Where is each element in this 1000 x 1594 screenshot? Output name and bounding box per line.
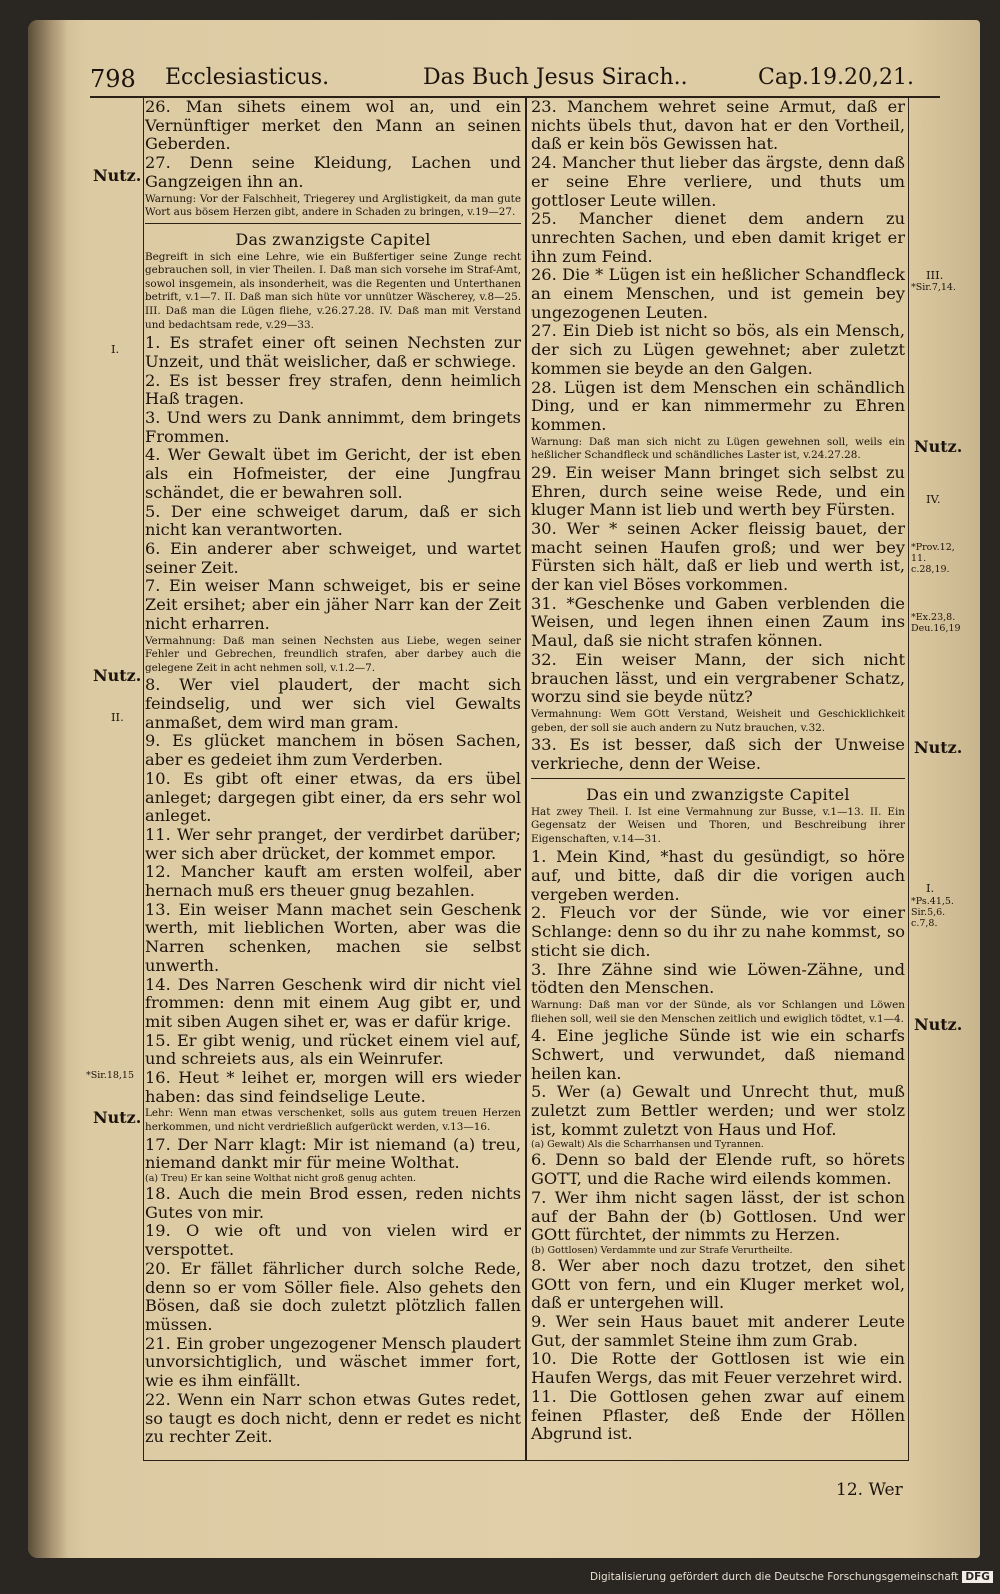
verse: 14. Des Narren Geschenk wird dir nicht viel frommen: denn mit einem Aug gibt er, und mit siben Augen sihet er, was er dafür krige.: [145, 974, 521, 1031]
digitization-credit: [590, 1571, 993, 1583]
verse: 30. Wer * seinen Acker fleissig bauet, der macht seinen Haufen groß; und wer bey Fürsten sich hält, daß er lieb und werth ist, der kan viel Böses vorkommen.: [531, 518, 905, 595]
verse: 12. Mancher kauft am ersten wolfeil, aber hernach muß ers theuer gnug bezahlen.: [145, 862, 521, 901]
book-page: [28, 20, 980, 1558]
warning-note: Warnung: Daß man sich nicht zu Lügen gewehnen soll, weils ein heßlicher Schandfleck und schändliches Laster ist, v.24.27.28.: [531, 435, 905, 462]
verse: 15. Er gibt wenig, und rücket einem viel auf, und schreiets aus, als ein Weinrufer.: [145, 1030, 521, 1069]
running-title-left: Ecclesiasticus.: [165, 65, 330, 90]
verse: 4. Eine jegliche Sünde ist wie ein scharfs Schwert, und verwundet, daß niemand heilen kan.: [531, 1026, 905, 1083]
verse: 20. Er fället fährlicher durch solche Rede, denn so er vom Söller fiele. Also gehets den Bösen, daß sie doch zuletzt plötzlich fallen müssen.: [145, 1258, 521, 1334]
margin-nutz-label: Nutz.: [93, 666, 142, 685]
verse: 27. Denn seine Kleidung, Lachen und Gangzeigen ihn an.: [145, 153, 521, 191]
section-rule: [145, 223, 521, 224]
credit-text: Digitalisierung gefördert durch die Deutsche Forschungsgemeinschaft: [590, 1571, 959, 1583]
verse: 11. Die Gottlosen gehen zwar auf einem feinen Pflaster, deß Ende der Höllen Abgrund ist.: [531, 1386, 905, 1444]
verse: 7. Wer ihm nicht sagen lässt, der ist schon auf der Bahn der (b) Gottlosen. Und wer GOtt fürchtet, der nimmts zu Herzen.: [531, 1187, 905, 1245]
page-number: 798: [90, 65, 136, 93]
verse: 33. Es ist besser, daß sich der Unweise verkrieche, denn der Weise.: [531, 735, 905, 773]
admonition-note: Vermahnung: Wem GOtt Verstand, Weisheit und Geschicklichkeit geben, der soll sie auch andern zu Nutz brauchen, v.32.: [531, 707, 905, 734]
verse: 28. Lügen ist dem Menschen ein schändlich Ding, und er kan nimmermehr zu Ehren kommen.: [531, 377, 905, 434]
margin-cross-reference: *Prov.12, 11. c.28,19.: [911, 542, 955, 575]
margin-nutz-label: Nutz.: [93, 166, 142, 185]
margin-section-numeral: IV.: [926, 492, 941, 506]
chapter-summary: Hat zwey Theil. I. Ist eine Vermahnung zur Busse, v.1—13. II. Ein Gegensatz der Weisen und Thoren, und Beschreibung ihrer Eigenschaften, v.14—31.: [531, 805, 905, 845]
margin-nutz-label: Nutz.: [914, 1015, 963, 1034]
verse: 4. Wer Gewalt übet im Gericht, der ist eben als ein Hofmeister, der eine Jungfrau schändet, die er bewahren soll.: [145, 445, 521, 502]
chapter-title: Das zwanzigste Capitel: [235, 229, 431, 249]
verse: 9. Wer sein Haus bauet mit anderer Leute Gut, der sammlet Steine ihm zum Grab.: [531, 1312, 905, 1350]
verse: 2. Fleuch vor der Sünde, wie vor einer Schlange: denn so du ihr zu nahe kommst, so sticht sie dich.: [531, 903, 905, 960]
verse: 1. Mein Kind, *hast du gesündigt, so höre auf, und bitte, daß dir die vorigen auch vergeben werden.: [531, 847, 905, 904]
verse: 3. Ihre Zähne sind wie Löwen-Zähne, und tödten den Menschen.: [531, 959, 905, 998]
footnote: (a) Gewalt) Als die Scharrhansen und Tyrannen.: [531, 1139, 764, 1151]
footnote: (b) Gottlosen) Verdammte und zur Strafe Verurtheilte.: [531, 1244, 793, 1256]
margin-cross-reference: *Sir.7,14.: [911, 282, 956, 293]
verse: 32. Ein weiser Mann, der sich nicht brauchen lässt, und ein vergrabener Schatz, worzu sind sie beyde nütz?: [531, 649, 905, 707]
verse: 16. Heut * leihet er, morgen will ers wieder haben: das sind feindselige Leute.: [145, 1068, 521, 1106]
verse: 5. Wer (a) Gewalt und Unrecht thut, muß zuletzt zum Bettler werden; und wer stolz ist, kommt zuletzt von Haus und Hof.: [531, 1082, 905, 1139]
margin-cross-reference: *Ps.41,5. Sir.5,6. c.7,8.: [911, 896, 954, 929]
dfg-logo: DFG: [962, 1571, 993, 1583]
running-title-right: Cap.19.20,21.: [758, 65, 914, 90]
margin-section-numeral: III.: [926, 268, 944, 282]
verse: 31. *Geschenke und Gaben verblenden die Weisen, und legen ihnen einen Zaum ins Maul, daß sie nicht strafen können.: [531, 593, 905, 651]
margin-nutz-label: Nutz.: [914, 437, 963, 456]
verse: 3. Und wers zu Dank annimmt, dem bringets Frommen.: [145, 408, 521, 446]
margin-section-numeral: I.: [926, 881, 935, 895]
lesson-note: Lehr: Wenn man etwas verschenket, solls aus gutem treuen Herzen herkommen, und nicht verdrießlich aufgerückt werden, v.13—16.: [145, 1107, 521, 1134]
right-margin-rule: [908, 98, 909, 1460]
left-column: [145, 98, 521, 1447]
verse: 29. Ein weiser Mann bringet sich selbst zu Ehren, durch seine weise Rede, und ein kluger Mann ist lieb und werth bey Fürsten.: [531, 462, 905, 520]
verse: 17. Der Narr klagt: Mir ist niemand (a) treu, niemand dankt mir für meine Wolthat.: [145, 1134, 521, 1173]
right-column: [531, 98, 905, 1444]
left-margin-rule: [143, 98, 144, 1460]
verse: 6. Ein anderer aber schweiget, und wartet seiner Zeit.: [145, 539, 521, 577]
verse: 18. Auch die mein Brod essen, reden nichts Gutes von mir.: [145, 1184, 521, 1222]
verse: 6. Denn so bald der Elende ruft, so hörets GOTT, und die Rache wird eilends kommen.: [531, 1150, 905, 1189]
verse: 25. Mancher dienet dem andern zu unrechten Sachen, und eben damit kriget er ihn zum Feind.: [531, 209, 905, 266]
verse: 26. Die * Lügen ist ein heßlicher Schandfleck an einem Menschen, und ist gemein bey ungezogenen Leuten.: [531, 265, 905, 322]
verse: 13. Ein weiser Mann machet sein Geschenk werth, mit lieblichen Worten, aber was die Narren schenken, machen sie selbst unwerth.: [145, 899, 521, 975]
warning-note: Warnung: Vor der Falschheit, Triegerey und Arglistigkeit, da man gute Wort aus bösem Herzen gibt, andere in Schaden zu bringen, v.19—27.: [145, 192, 521, 219]
column-rule: [525, 98, 527, 1460]
verse: 24. Mancher thut lieber das ärgste, denn daß er seine Ehre verliere, und thuts um gottloser Leute willen.: [531, 153, 905, 210]
margin-cross-reference: *Sir.18,15: [86, 1070, 135, 1081]
margin-section-numeral: I.: [111, 342, 120, 356]
admonition-note: Vermahnung: Daß man seinen Nechsten aus Liebe, wegen seiner Fehler und Gebrechen, freundlich strafen, aber darbey auch die gelegene Zeit in acht nehmen soll, v.1.2—7.: [145, 634, 521, 674]
catchword: 12. Wer: [836, 1480, 903, 1500]
verse: 10. Die Rotte der Gottlosen ist wie ein Haufen Wergs, das mit Feuer verzehret wird.: [531, 1349, 905, 1388]
chapter-summary: Begreift in sich eine Lehre, wie ein Bußfertiger seine Zunge recht gebrauchen soll, in vier Theilen. I. Daß man sich vorsehe im Straf-Amt, sowol insgemein, als insonderheit, was die Regenten und Unterthanen betrift, v.1—7. II. Daß man sich hüte vor unnützer Wäscherey, v.8—25. III. Daß man die Lügen fliehe, v.26.27.28. IV. Daß man mit Verstand und bedachtsam rede, v.29—33.: [145, 250, 521, 331]
verse: 22. Wenn ein Narr schon etwas Gutes redet, so taugt es doch nicht, denn er redet es nicht zu rechter Zeit.: [145, 1389, 521, 1447]
warning-note: Warnung: Daß man vor der Sünde, als vor Schlangen und Löwen fliehen soll, weil sie den Menschen zeitlich und ewiglich tödtet, v.1—4.: [531, 998, 905, 1025]
page-gutter: [28, 20, 68, 1558]
chapter-title: Das ein und zwanzigste Capitel: [586, 784, 850, 804]
verse: 21. Ein grober ungezogener Mensch plaudert unvorsichtiglich, und wäschet immer fort, wie es ihm einfällt.: [145, 1333, 521, 1391]
verse: 8. Wer viel plaudert, der macht sich feindselig, und wer sich viel Gewalts anmaßet, dem wird man gram.: [145, 675, 521, 732]
margin-cross-reference: *Ex.23,8. Deu.16,19: [911, 612, 961, 634]
bottom-rule: [143, 1460, 909, 1461]
running-title-center: Das Buch Jesus Sirach..: [423, 65, 688, 90]
margin-nutz-label: Nutz.: [914, 738, 963, 757]
verse: 10. Es gibt oft einer etwas, da ers übel anleget; dargegen gibt einer, da ers sehr wol anleget.: [145, 768, 521, 826]
verse: 1. Es strafet einer oft seinen Nechsten zur Unzeit, und thät weislicher, daß er schwiege.: [145, 333, 521, 371]
verse: 7. Ein weiser Mann schweiget, bis er seine Zeit ersihet; aber ein jäher Narr kan der Zeit nicht erharren.: [145, 576, 521, 633]
verse: 27. Ein Dieb ist nicht so bös, als ein Mensch, der sich zu Lügen gewehnet; aber zuletzt kommen sie beyde an den Galgen.: [531, 321, 905, 378]
verse: 11. Wer sehr pranget, der verdirbet darüber; wer sich aber drücket, der kommet empor.: [145, 824, 521, 863]
verse: 23. Manchem wehret seine Armut, daß er nichts übels thut, davon hat er den Vortheil, daß er kein bös Gewissen hat.: [531, 97, 905, 154]
verse: 26. Man sihets einem wol an, und ein Vernünftiger merket den Mann an seinen Geberden.: [145, 97, 521, 154]
verse: 19. O wie oft und von vielen wird er verspottet.: [145, 1221, 521, 1260]
margin-nutz-label: Nutz.: [93, 1108, 142, 1127]
verse: 5. Der eine schweiget darum, daß er sich nicht kan verantworten.: [145, 501, 521, 540]
margin-section-numeral: II.: [111, 710, 124, 724]
verse: 9. Es glücket manchem in bösen Sachen, aber es gedeiet ihm zum Verderben.: [145, 731, 521, 770]
verse: 8. Wer aber noch dazu trotzet, den sihet GOtt von fern, und ein Kluger merket wol, daß er untergehen will.: [531, 1255, 905, 1313]
footnote: (a) Treu) Er kan seine Wolthat nicht groß genug achten.: [145, 1173, 416, 1185]
section-rule: [531, 778, 905, 779]
verse: 2. Es ist besser frey strafen, denn heimlich Haß tragen.: [145, 370, 521, 409]
